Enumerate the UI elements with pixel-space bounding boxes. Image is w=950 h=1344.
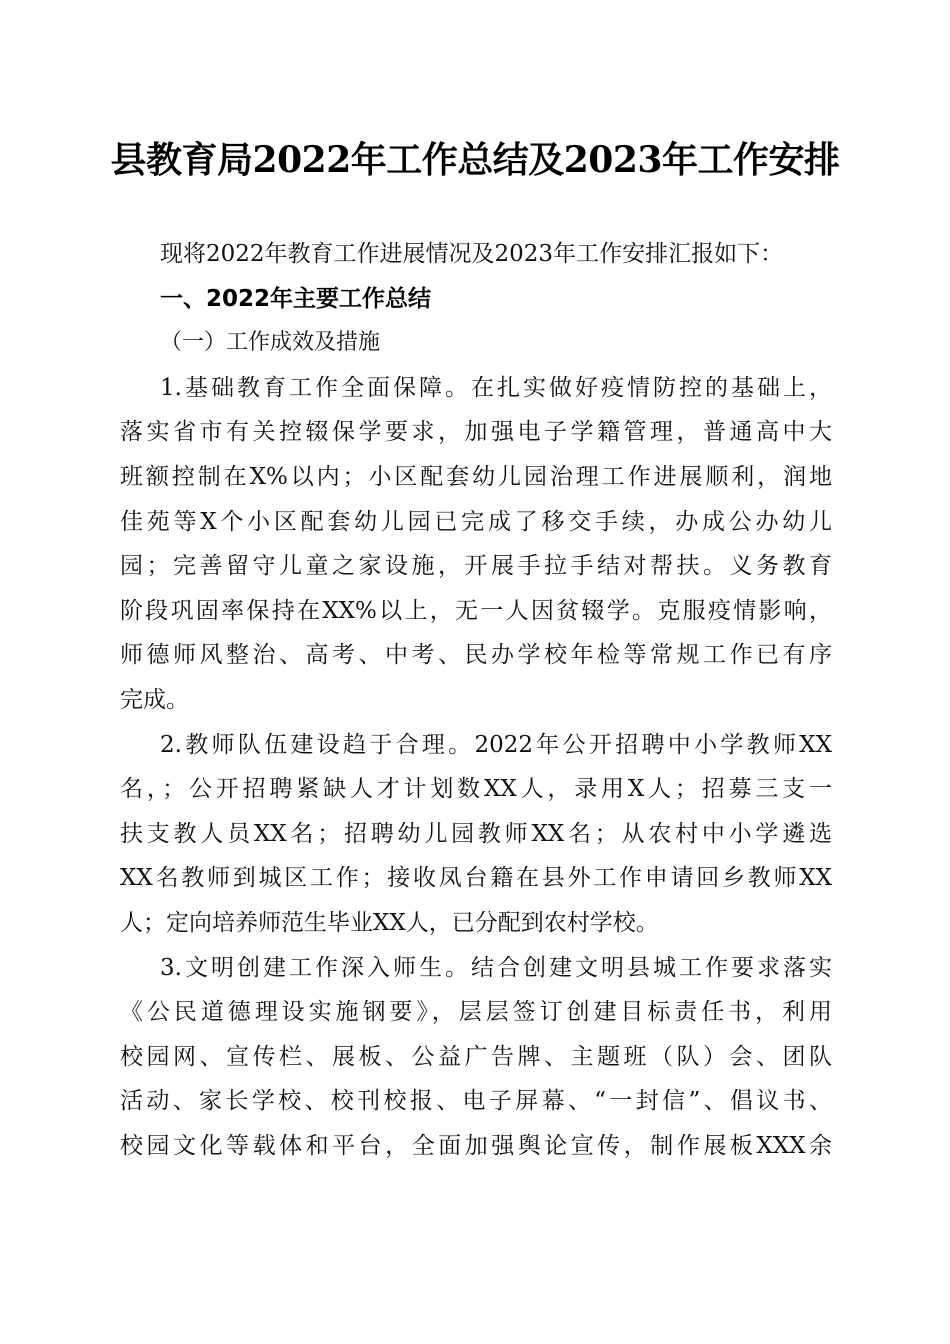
- paragraph-line: 师德师风整治、高考、中考、民办学校年检等常规工作已有序: [120, 642, 832, 669]
- paragraph-line: 《公民道德理设实施钢要》，层层签订创建目标责任书，利用: [120, 999, 832, 1026]
- paragraph-line: 园；完善留守儿童之家设施，开展手拉手结对帮扶。义务教育: [120, 553, 832, 580]
- paragraph-line: XX名教师到城区工作；接收凤台籍在县外工作申请回乡教师XX: [120, 865, 832, 892]
- paragraph-line: 佳苑等X个小区配套幼儿园已完成了移交手续，办成公办幼儿: [120, 508, 832, 535]
- paragraph-line: 2.教师队伍建设趋于合理。2022年公开招聘中小学教师XX: [160, 731, 832, 758]
- section-heading: 一、2022年主要工作总结: [160, 285, 432, 312]
- subsection-heading: （一）工作成效及措施: [160, 330, 381, 356]
- paragraph-line: 名，；公开招聘紧缺人才计划数XX人，录用X人；招募三支一: [120, 776, 832, 803]
- paragraph-line: 校园文化等载体和平台，全面加强舆论宣传，制作展板XXX余: [120, 1132, 832, 1159]
- intro-line: 现将2022年教育工作进展情况及2023年工作安排汇报如下：: [160, 241, 784, 267]
- paragraph-line: 人；定向培养师范生毕业XX人，已分配到农村学校。: [120, 909, 659, 936]
- paragraph-2: [120, 723, 832, 946]
- paragraph-line: 落实省市有关控辍保学要求，加强电子学籍管理，普通高中大: [120, 419, 832, 446]
- document-title: 县教育局2022年工作总结及2023年工作安排: [110, 139, 840, 181]
- paragraph-line: 完成。: [120, 686, 189, 713]
- paragraph-line: 阶段巩固率保持在XX%以上，无一人因贫辍学。克服疫情影响，: [120, 597, 832, 624]
- paragraph-line: 校园网、宣传栏、展板、公益广告牌、主题班（队）会、团队: [120, 1043, 832, 1070]
- paragraph-line: 班额控制在X%以内；小区配套幼儿园治理工作进展顺利，润地: [120, 463, 832, 490]
- paragraph-line: 3.文明创建工作深入师生。结合创建文明县城工作要求落实: [160, 954, 832, 981]
- paragraph-line: 1.基础教育工作全面保障。在扎实做好疫情防控的基础上，: [160, 374, 832, 401]
- paragraph-1: [120, 366, 832, 723]
- paragraph-line: 活动、家长学校、校刊校报、电子屏幕、“一封信”、倡议书、: [120, 1088, 832, 1115]
- paragraph-3: [120, 946, 832, 1169]
- paragraph-line: 扶支教人员XX名；招聘幼儿园教师XX名；从农村中小学遴选: [120, 820, 832, 847]
- document-body: [120, 232, 832, 1168]
